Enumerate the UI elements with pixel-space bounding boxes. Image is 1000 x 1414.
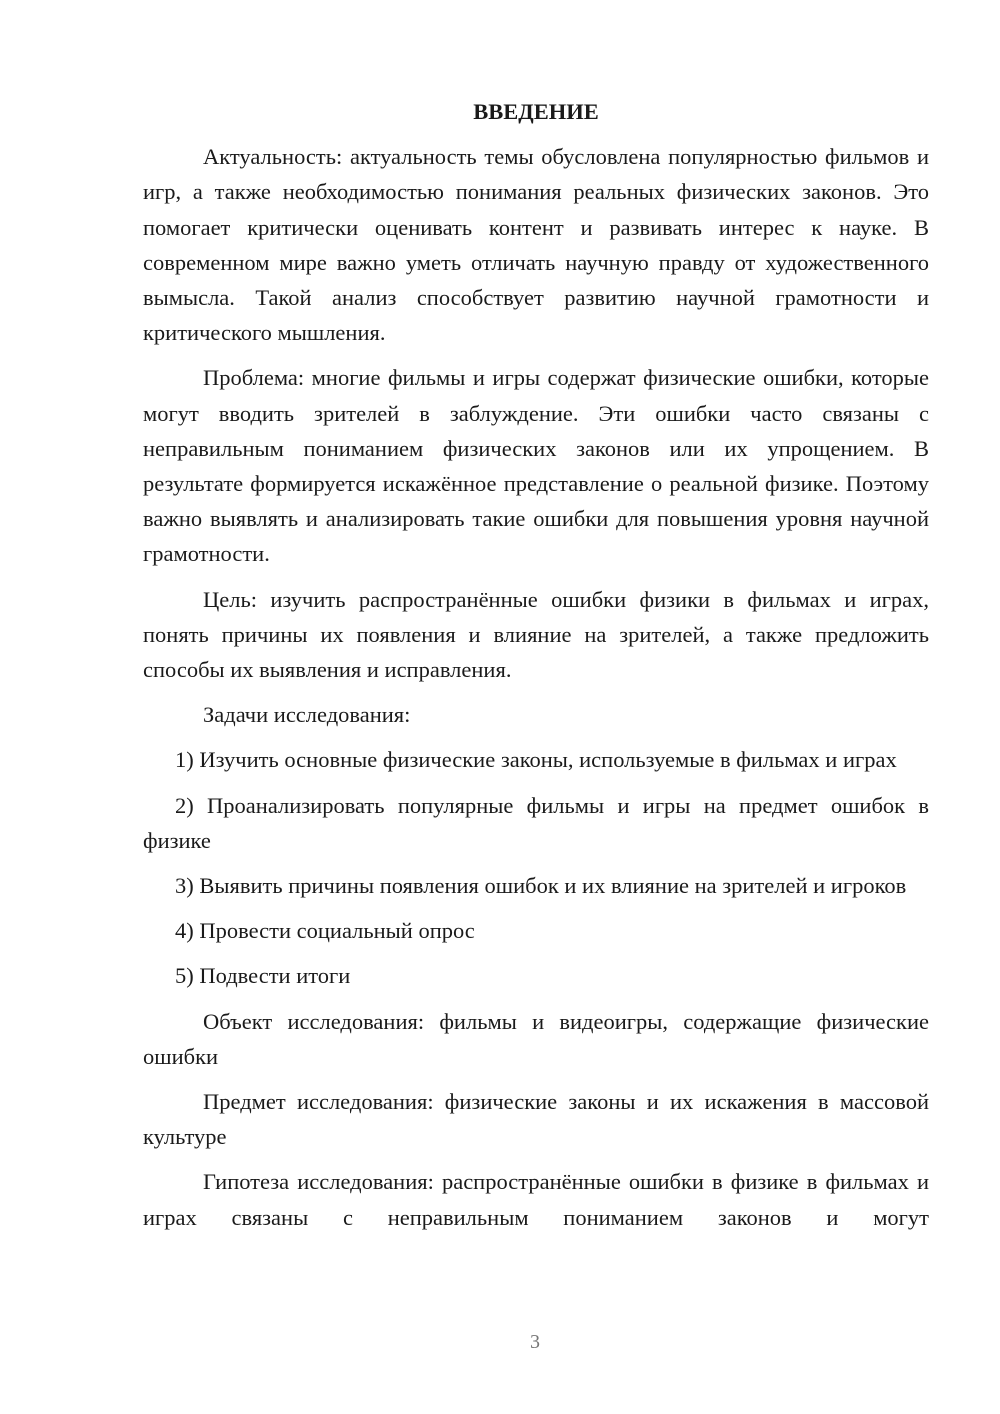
task-item-4: 4) Провести социальный опрос: [175, 918, 475, 944]
research-object-paragraph: Объект исследования: фильмы и видеоигры, содержащие физические ошибки: [143, 1008, 929, 1069]
goal-paragraph: Цель: изучить распространённые ошибки физики в фильмах и играх, понять причины их появления и влияние на зрителей, а также предложить способы их выявления и исправления.: [143, 586, 929, 683]
tasks-heading: Задачи исследования:: [203, 702, 411, 728]
task-item-3: 3) Выявить причины появления ошибок и их влияние на зрителей и игроков: [175, 873, 907, 899]
task-item-2: 2) Проанализировать популярные фильмы и игры на предмет ошибок в физике: [143, 792, 929, 853]
page-number: 3: [530, 1331, 540, 1353]
page-content: [143, 94, 929, 1245]
task-item-1: 1) Изучить основные физические законы, используемые в фильмах и играх: [175, 747, 897, 773]
hypothesis-paragraph: Гипотеза исследования: распространённые ошибки в физике в фильмах и играх связаны с неправильным пониманием законов и могут: [143, 1169, 929, 1230]
task-item-5: 5) Подвести итоги: [175, 963, 351, 989]
research-subject-paragraph: Предмет исследования: физические законы и их искажения в массовой культуре: [143, 1089, 929, 1150]
relevance-paragraph: Актуальность: актуальность темы обусловлена популярностью фильмов и игр, а также необходимостью понимания реальных физических законов. Это помогает критически оценивать контент и развивать интерес к науке. В современном мире важно уметь отличать научную правду от художественного вымысла. Такой анализ способствует развитию научной грамотности и критического мышления.: [143, 144, 929, 346]
section-title: ВВЕДЕНИЕ: [473, 99, 599, 124]
problem-paragraph: Проблема: многие фильмы и игры содержат физические ошибки, которые могут вводить зрителей в заблуждение. Эти ошибки часто связаны с неправильным пониманием физических законов или их упрощением. В результате формируется искажённое представление о реальной физике. Поэтому важно выявлять и анализировать такие ошибки для повышения уровня научной грамотности.: [143, 365, 929, 567]
